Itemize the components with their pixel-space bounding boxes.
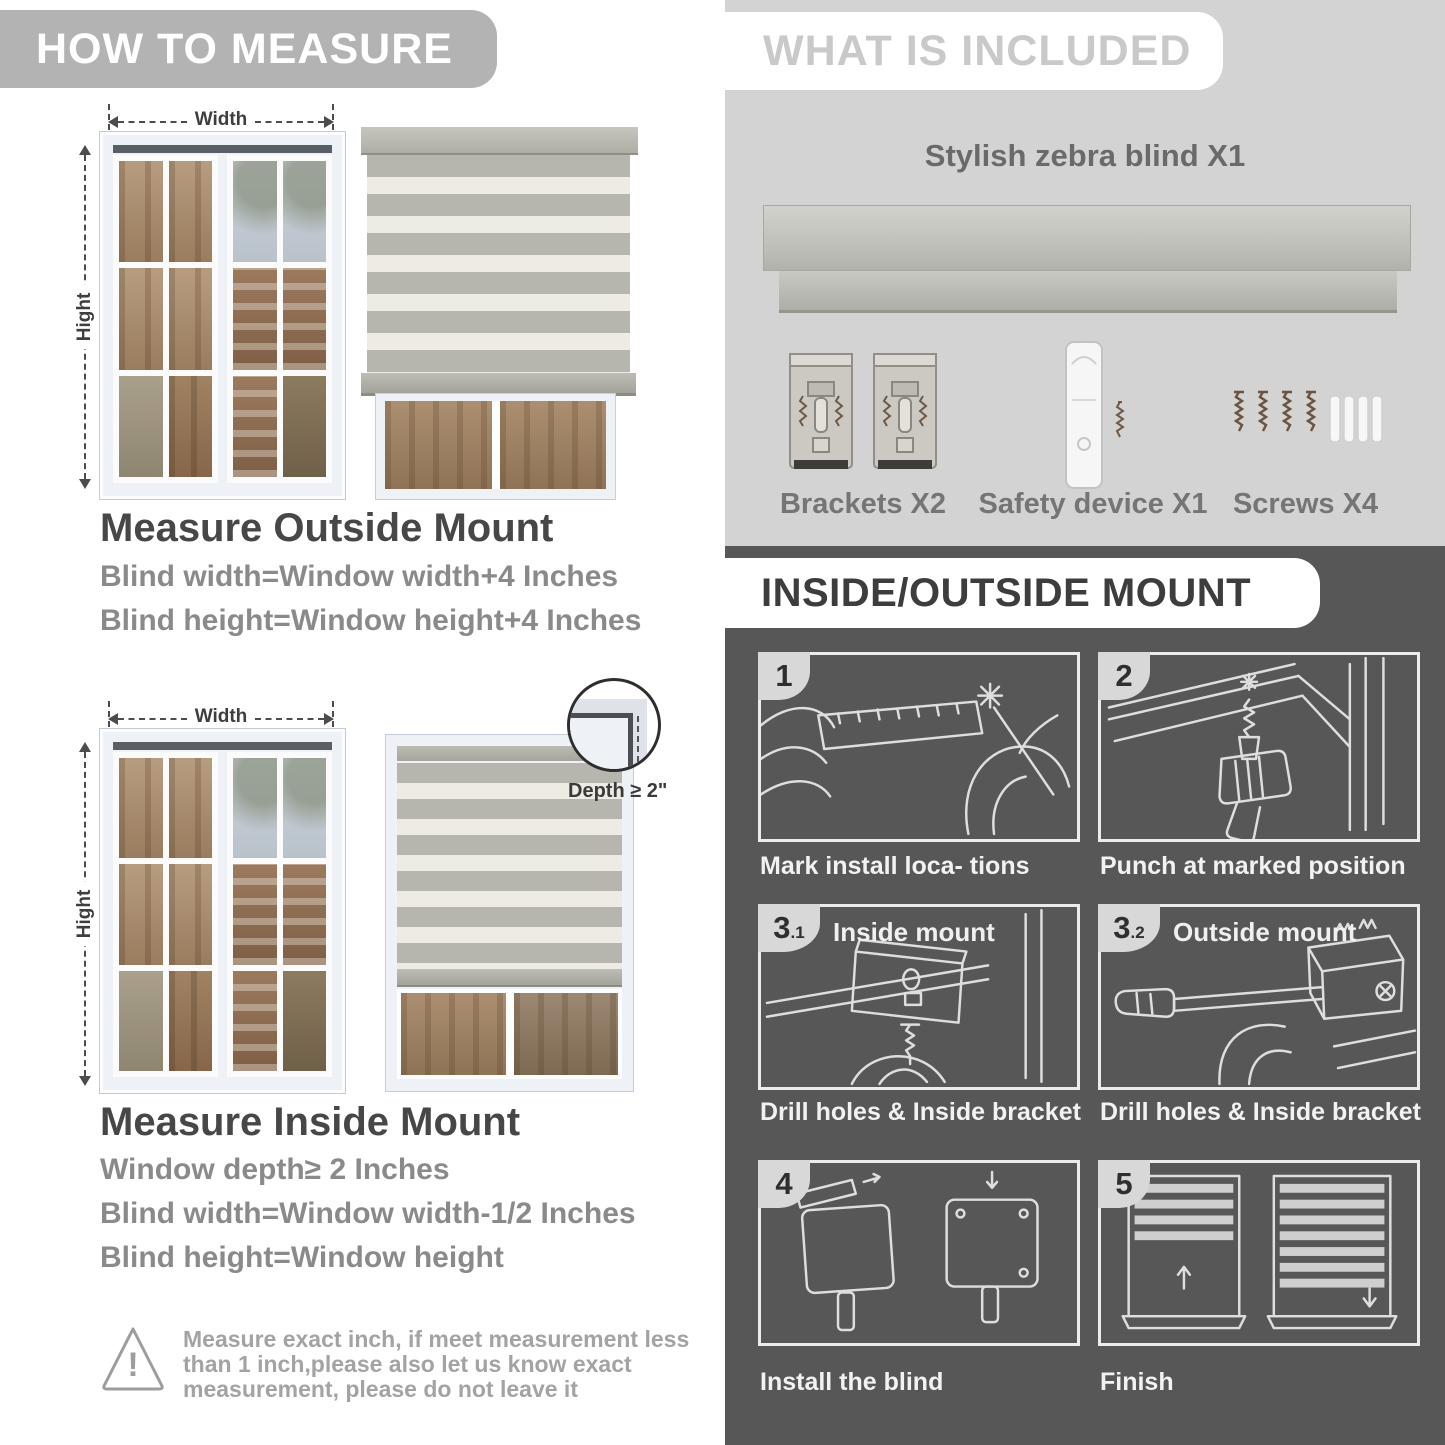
- step-caption-5: Finish: [1100, 1368, 1174, 1396]
- step-title-3-1: Inside mount: [833, 917, 995, 947]
- how-to-measure-banner: [0, 10, 497, 88]
- width-label: Width: [194, 109, 248, 130]
- window-illustration-inside: [99, 728, 346, 1094]
- inside-rule-width: Blind width=Window width-1/2 Inches: [100, 1197, 636, 1230]
- window-bottom-visible: [375, 393, 616, 500]
- screws-illustration: [1228, 388, 1388, 450]
- window-sash-right: [227, 752, 332, 1077]
- step-title-3-2: Outside mount: [1173, 917, 1357, 947]
- screws-label: Screws X4: [1232, 488, 1379, 520]
- inside-rule-height: Blind height=Window height: [100, 1241, 504, 1274]
- depth-label: Depth ≥ 2": [568, 780, 668, 802]
- window-sash-left: [113, 752, 218, 1077]
- step-caption-4: Install the blind: [760, 1368, 944, 1396]
- height-label: Hight: [72, 882, 98, 947]
- inside-rule-depth: Window depth≥ 2 Inches: [100, 1153, 450, 1186]
- step-caption-3-2: Drill holes & Inside bracket: [1100, 1098, 1421, 1126]
- step-panel-3-2: 3 .2 Outside mount: [1098, 904, 1420, 1090]
- step-panel-3-1: 3 .1 Inside mount: [758, 904, 1080, 1090]
- included-blind-headrail-lip: [779, 271, 1397, 313]
- arrow-up-icon: [79, 145, 91, 155]
- warning-line-3: measurement, please do not leave it: [183, 1376, 578, 1402]
- arrow-down-icon: [79, 1076, 91, 1086]
- warning-line-1: Measure exact inch, if meet measurement less: [183, 1326, 690, 1352]
- svg-text:!: !: [127, 1346, 139, 1384]
- window-roller-strip: [113, 742, 332, 750]
- how-to-measure-title: HOW TO MEASURE: [36, 25, 453, 73]
- arrow-up-icon: [79, 742, 91, 752]
- depth-magnifier-circle: [567, 678, 661, 772]
- what-included-title: WHAT IS INCLUDED: [763, 27, 1192, 75]
- arrow-down-icon: [79, 479, 91, 489]
- window-roller-strip: [113, 145, 332, 153]
- outside-mount-heading: Measure Outside Mount: [100, 506, 554, 550]
- step-panel-1: 1: [758, 652, 1080, 842]
- blind-cassette: [361, 127, 638, 155]
- outside-rule-width: Blind width=Window width+4 Inches: [100, 560, 619, 593]
- brackets-illustration: [788, 352, 938, 484]
- included-blind-headrail: [763, 205, 1411, 271]
- height-label: Hight: [72, 285, 98, 350]
- zebra-blind-outside: [361, 127, 638, 498]
- outside-rule-height: Blind height=Window height+4 Inches: [100, 604, 642, 637]
- window-bottom-visible: [397, 989, 622, 1079]
- window-sash-right: [227, 155, 332, 483]
- safety-device-illustration: [1064, 340, 1130, 490]
- step-panel-4: 4: [758, 1160, 1080, 1346]
- brackets-label: Brackets X2: [779, 488, 947, 520]
- width-label: Width: [194, 706, 248, 727]
- inside-mount-heading: Measure Inside Mount: [100, 1100, 521, 1144]
- blind-fabric: [367, 155, 630, 373]
- blind-bottom-rail: [397, 969, 622, 987]
- mount-banner: [725, 558, 1320, 628]
- safety-device-label: Safety device X1: [978, 488, 1208, 520]
- mount-title: INSIDE/OUTSIDE MOUNT: [761, 571, 1252, 615]
- step-panel-2: 2: [1098, 652, 1420, 842]
- step-panel-5: 5: [1098, 1160, 1420, 1346]
- step-caption-1: Mark install loca- tions: [760, 852, 1030, 880]
- warning-triangle-icon: [100, 1324, 166, 1392]
- step-caption-3-1: Drill holes & Inside bracket: [760, 1098, 1081, 1126]
- stylish-blind-label: Stylish zebra blind X1: [924, 138, 1246, 173]
- step-caption-2: Punch at marked position: [1100, 852, 1406, 880]
- warning-line-2: than 1 inch,please also let us know exact: [183, 1351, 632, 1377]
- height-arrow-outside: [74, 145, 95, 489]
- window-illustration-outside: [99, 131, 346, 500]
- window-sash-left: [113, 155, 218, 483]
- what-included-banner: [725, 12, 1223, 90]
- height-arrow-inside: [74, 742, 95, 1086]
